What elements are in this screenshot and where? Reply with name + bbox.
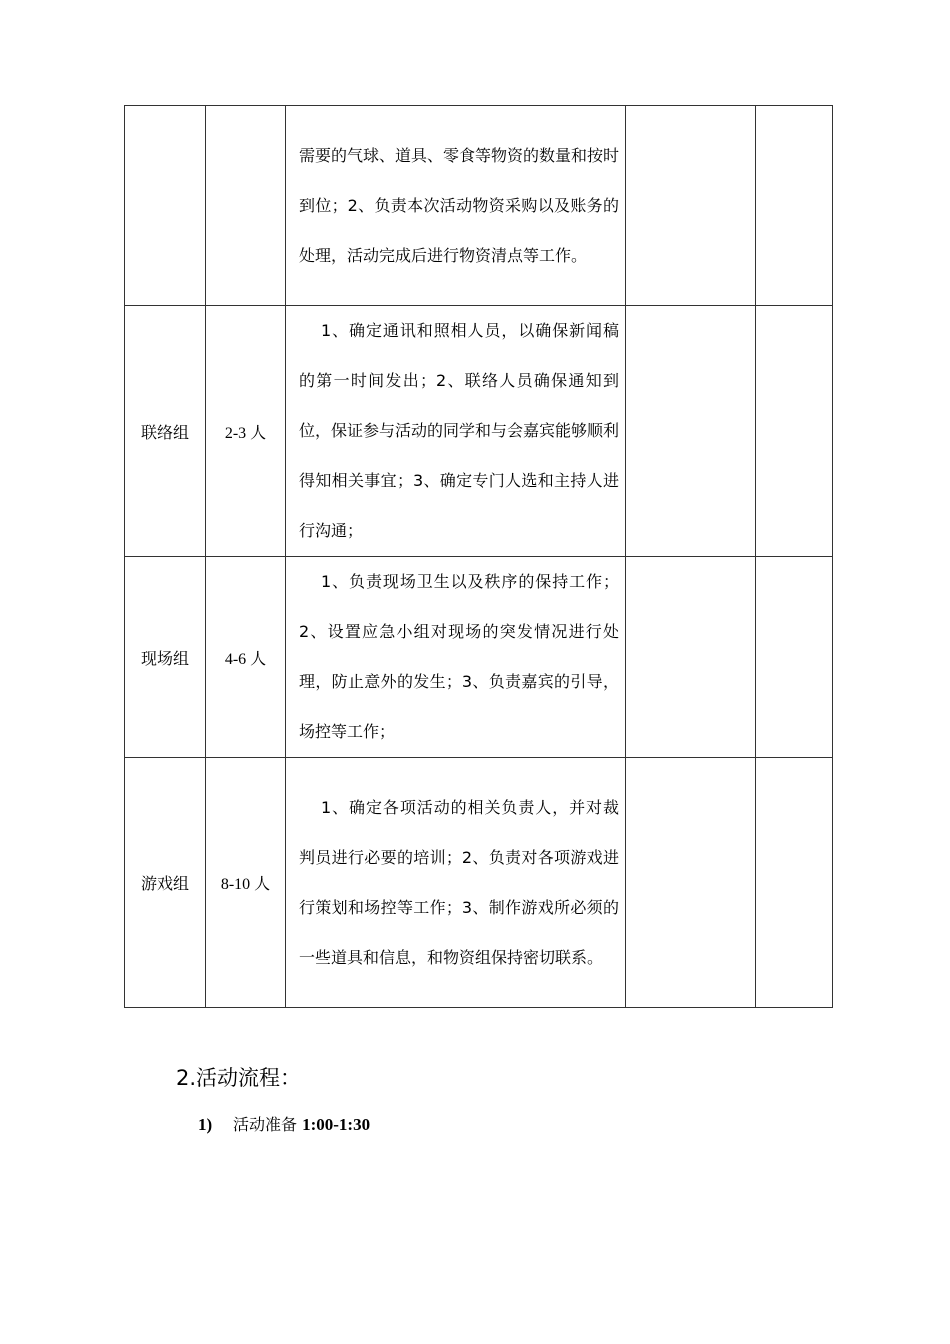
member-count-cell xyxy=(206,106,286,306)
duty-description-text: 1、确定各项活动的相关负责人，并对裁判员进行必要的培训；2、负责对各项游戏进行策划和场控等工作；3、制作游戏所必须的一些道具和信息，和物资组保持密切联系。 xyxy=(299,797,619,967)
empty-cell xyxy=(626,106,756,306)
table-row xyxy=(125,106,833,306)
group-name-cell xyxy=(125,106,206,306)
empty-cell xyxy=(756,306,833,557)
staffing-table xyxy=(124,105,833,1008)
list-item-label: 活动准备 xyxy=(233,1115,303,1134)
list-item-time: 1:00-1:30 xyxy=(302,1115,371,1134)
list-item-number: 1) xyxy=(198,1115,213,1134)
duty-description-text: 1、负责现场卫生以及秩序的保持工作；2、设置应急小组对现场的突发情况进行处理，防止意外的发生；3、负责嘉宾的引导，场控等工作； xyxy=(299,572,619,741)
duty-description-text: 1、确定通讯和照相人员，以确保新闻稿的第一时间发出；2、联络人员确保通知到位，保证参与活动的同学和与会嘉宾能够顺利得知相关事宜；3、确定专门人选和主持人进行沟通； xyxy=(299,321,620,540)
table-row xyxy=(125,557,833,758)
empty-cell xyxy=(756,758,833,1008)
duty-description-text: 需要的气球、道具、零食等物资的数量和按时到位；2、负责本次活动物资采购以及账务的处理，活动完成后进行物资清点等工作。 xyxy=(299,145,620,265)
section-heading: 2.活动流程： xyxy=(176,1066,302,1090)
duty-description-cell xyxy=(286,106,626,306)
duty-description-cell xyxy=(286,758,626,1008)
table-row xyxy=(125,758,833,1008)
empty-cell xyxy=(626,557,756,758)
group-name-cell: 现场组 xyxy=(125,557,206,758)
member-count-cell: 2-3 人 xyxy=(206,306,286,557)
empty-cell xyxy=(626,306,756,557)
empty-cell xyxy=(756,106,833,306)
group-name-cell: 游戏组 xyxy=(125,758,206,1008)
empty-cell xyxy=(756,557,833,758)
duty-description-cell xyxy=(286,557,626,758)
list-item xyxy=(198,1112,370,1135)
table-row xyxy=(125,306,833,557)
member-count-cell: 8-10 人 xyxy=(206,758,286,1008)
member-count-cell: 4-6 人 xyxy=(206,557,286,758)
duty-description-cell xyxy=(286,306,626,557)
group-name-cell: 联络组 xyxy=(125,306,206,557)
empty-cell xyxy=(626,758,756,1008)
